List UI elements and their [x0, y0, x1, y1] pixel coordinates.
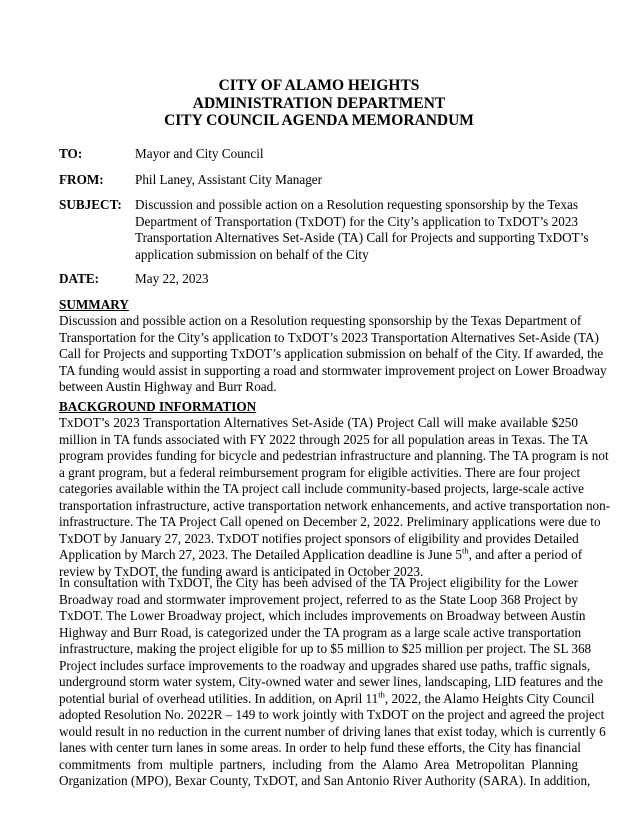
background-line: infrastructure, making the project eligible for up to $5 million to $25 million per project. The SL 368 — [59, 641, 592, 656]
summary-line: Transportation for the City’s application to TxDOT’s 2023 Transportation Alternatives Set-Aside (TA) — [59, 329, 599, 345]
header-city: CITY OF ALAMO HEIGHTS — [218, 77, 420, 94]
header-memo-title: CITY COUNCIL AGENDA MEMORANDUM — [164, 112, 474, 129]
background-line: a grant program, but a federal reimbursement program for eligible activities. There are four project — [59, 464, 581, 480]
background-line-part: , and after a period of — [468, 547, 583, 562]
background-line: commitments from multiple partners, including from the Alamo Area Metropolitan Planning — [59, 756, 578, 772]
ordinal-suffix: th — [378, 689, 385, 700]
from-label: FROM: — [59, 172, 104, 187]
subject-text — [135, 197, 589, 263]
background-line: TxDOT by January 27, 2023. TxDOT notifies project sponsors of eligibility and provides Detailed — [59, 530, 579, 546]
summary-line: Call for Projects and supporting TxDOT’s application submission on behalf of the City. If awarded, the — [59, 346, 604, 361]
summary-line: between Austin Highway and Burr Road. — [59, 379, 277, 394]
background-line: Broadway road and stormwater improvement project, referred to as the State Loop 368 Project by — [59, 591, 578, 607]
subject-line: Department of Transportation (TxDOT) for the City’s application to TxDOT’s 2023 — [135, 213, 578, 229]
ordinal-suffix: th — [461, 545, 469, 556]
background-line: In consultation with TxDOT, the City has been advised of the TA Project eligibility for the Lower — [59, 575, 578, 590]
header-department: ADMINISTRATION DEPARTMENT — [192, 95, 446, 112]
background-line: adopted Resolution No. 2022R – 149 to work jointly with TxDOT on the project and agreed the project — [59, 707, 605, 722]
background-line: lanes with center turn lanes in some areas. In order to help fund these efforts, the City has financial — [59, 740, 581, 755]
subject-line: Discussion and possible action on a Resolution requesting sponsorship by the Texas — [135, 197, 578, 212]
background-line: TxDOT’s 2023 Transportation Alternatives Set-Aside (TA) Project Call will make available $250 — [59, 415, 578, 430]
background-line — [59, 545, 583, 564]
background-line-part: Application by March 27, 2023. The Detailed Application deadline is June 5 — [59, 547, 462, 562]
background-line — [59, 689, 595, 708]
background-line-part: potential burial of overhead utilities. In addition, on April 11 — [59, 690, 379, 706]
subject-line: Transportation Alternatives Set-Aside (TA) Call for Projects and supporting TxDOT’s — [135, 230, 589, 245]
subject-line: application submission on behalf of the City — [135, 246, 369, 262]
background-line: million in TA funds associated with FY 2022 through 2025 for all population areas in Texas. The TA — [59, 431, 589, 447]
summary-line: Discussion and possible action on a Resolution requesting sponsorship by the Texas Department of — [59, 313, 582, 328]
background-paragraph-1 — [59, 415, 611, 580]
date-value: May 22, 2023 — [135, 271, 209, 286]
background-line: TxDOT. The Lower Broadway project, which includes improvements on Broadway between Austin — [59, 608, 586, 623]
background-line: Organization (MPO), Bexar County, TxDOT, and San Antonio River Authority (SARA). In addition, — [59, 773, 591, 788]
summary-line: TA funding would assist in supporting a road and stormwater improvement project on Lower Broadway — [59, 362, 607, 378]
background-line: Project includes surface improvements to the roadway and upgrades shared use paths, traffic signals, — [59, 657, 591, 673]
background-line: would result in no reduction in the current number of driving lanes that exist today, which is currently 6 — [59, 723, 606, 739]
background-line: program provides funding for bicycle and pedestrian infrastructure and planning. The TA program is not — [59, 448, 609, 463]
date-label: DATE: — [59, 271, 100, 286]
background-line: Highway and Burr Road, is categorized under the TA program as a large scale active transportation — [59, 624, 582, 640]
background-paragraph-2 — [59, 575, 606, 790]
background-line: transportation infrastructure, active transportation network enhancements, and active transportation non- — [59, 497, 611, 513]
background-line-part: , 2022, the Alamo Heights City Council — [384, 690, 595, 706]
from-value: Phil Laney, Assistant City Manager — [135, 172, 323, 187]
background-line: review by TxDOT, the funding award is anticipated in October 2023. — [59, 563, 424, 579]
background-line: infrastructure. The TA Project Call opened on December 2, 2022. Preliminary applications were due to — [59, 514, 601, 529]
background-heading: BACKGROUND INFORMATION — [59, 399, 257, 414]
summary-heading: SUMMARY — [59, 297, 129, 312]
to-value: Mayor and City Council — [135, 146, 264, 161]
background-line: categories available within the TA project call include community-based projects, large-scale active — [59, 481, 585, 496]
summary-paragraph — [59, 313, 607, 396]
subject-label: SUBJECT: — [59, 197, 122, 212]
background-line: underground storm water system, City-owned water and sewer lines, landscaping, LID features and the — [59, 674, 603, 689]
to-label: TO: — [59, 146, 83, 161]
